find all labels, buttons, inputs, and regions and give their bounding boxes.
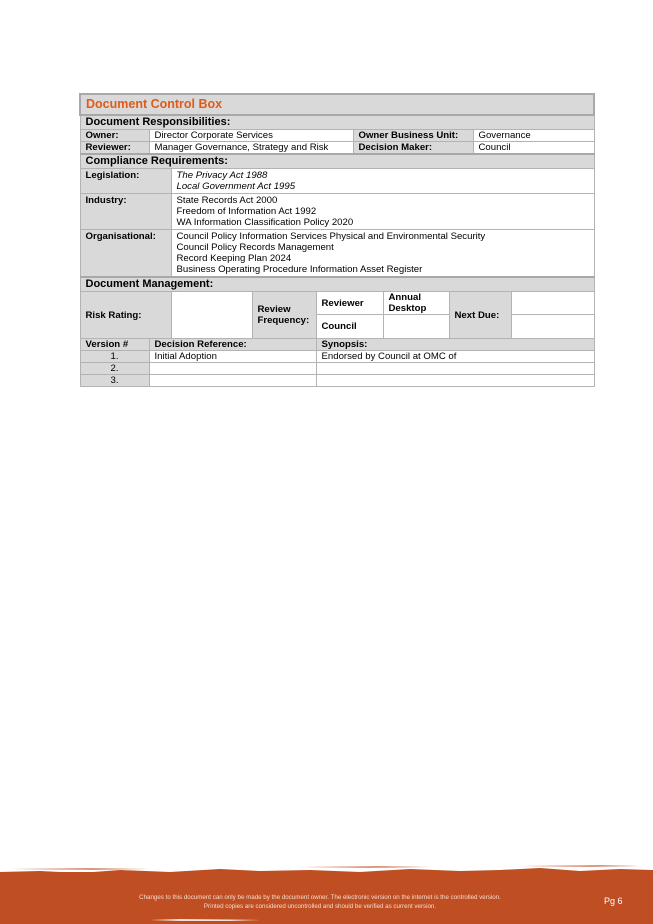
version-header: Version # xyxy=(80,339,149,351)
risk-rating-value xyxy=(171,292,252,339)
decision-maker-label: Decision Maker: xyxy=(353,142,473,155)
page-number: Pg 6 xyxy=(604,896,623,906)
decision-reference-header: Decision Reference: xyxy=(149,339,316,351)
version-row xyxy=(80,363,594,375)
organisational-item: Record Keeping Plan 2024 xyxy=(176,253,292,264)
industry-item: Freedom of Information Act 1992 xyxy=(176,206,317,217)
next-due-value-2 xyxy=(511,315,594,339)
risk-rating-label: Risk Rating: xyxy=(80,292,171,339)
owner-unit-label: Owner Business Unit: xyxy=(353,130,473,142)
control-box-title: Document Control Box xyxy=(80,94,594,115)
owner-label: Owner: xyxy=(80,130,149,142)
synopsis: Endorsed by Council at OMC of xyxy=(316,351,594,363)
responsibilities-heading: Document Responsibilities: xyxy=(80,115,594,130)
compliance-heading: Compliance Requirements: xyxy=(80,154,594,169)
synopsis-header: Synopsis: xyxy=(316,339,594,351)
reviewer-frequency-label: Reviewer xyxy=(316,292,383,315)
industry-item: WA Information Classification Policy 2020 xyxy=(176,217,354,228)
footer-note-line: Changes to this document can only be made by the document owner. The electronic version on the internet is the controlled version. xyxy=(139,894,501,901)
council-frequency-label: Council xyxy=(316,315,383,339)
legislation-list xyxy=(171,169,594,194)
organisational-label: Organisational: xyxy=(80,230,171,278)
footer-note xyxy=(0,893,640,911)
legislation-item: Local Government Act 1995 xyxy=(176,181,296,192)
management-heading: Document Management: xyxy=(80,277,594,292)
organisational-item: Council Policy Information Services Physical and Environmental Security xyxy=(176,231,486,242)
next-due-value-1 xyxy=(511,292,594,315)
reviewer-label: Reviewer: xyxy=(80,142,149,155)
decision-reference xyxy=(149,375,316,387)
industry-list xyxy=(171,194,594,230)
reviewer-frequency-value: Annual Desktop xyxy=(383,292,449,315)
owner-unit-value: Governance xyxy=(473,130,594,142)
council-frequency-value xyxy=(383,315,449,339)
version-row xyxy=(80,351,594,363)
organisational-item: Council Policy Records Management xyxy=(176,242,334,253)
footer-note-line: Printed copies are considered uncontrolled and should be verified as current version. xyxy=(203,903,437,910)
version-number: 2. xyxy=(80,363,149,375)
decision-reference xyxy=(149,363,316,375)
organisational-list xyxy=(171,230,594,278)
next-due-label: Next Due: xyxy=(449,292,511,339)
synopsis xyxy=(316,375,594,387)
reviewer-value: Manager Governance, Strategy and Risk xyxy=(149,142,353,155)
footer-brush-streak xyxy=(150,918,260,922)
decision-reference: Initial Adoption xyxy=(149,351,316,363)
industry-label: Industry: xyxy=(80,194,171,230)
version-number: 1. xyxy=(80,351,149,363)
document-control-box xyxy=(79,93,595,387)
owner-value: Director Corporate Services xyxy=(149,130,353,142)
version-number: 3. xyxy=(80,375,149,387)
organisational-item: Business Operating Procedure Information Asset Register xyxy=(176,264,423,275)
decision-maker-value: Council xyxy=(473,142,594,155)
synopsis xyxy=(316,363,594,375)
review-frequency-label: Review Frequency: xyxy=(252,292,316,339)
industry-item: State Records Act 2000 xyxy=(176,195,278,206)
legislation-label: Legislation: xyxy=(80,169,171,194)
version-row xyxy=(80,375,594,387)
legislation-item: The Privacy Act 1988 xyxy=(176,170,268,181)
